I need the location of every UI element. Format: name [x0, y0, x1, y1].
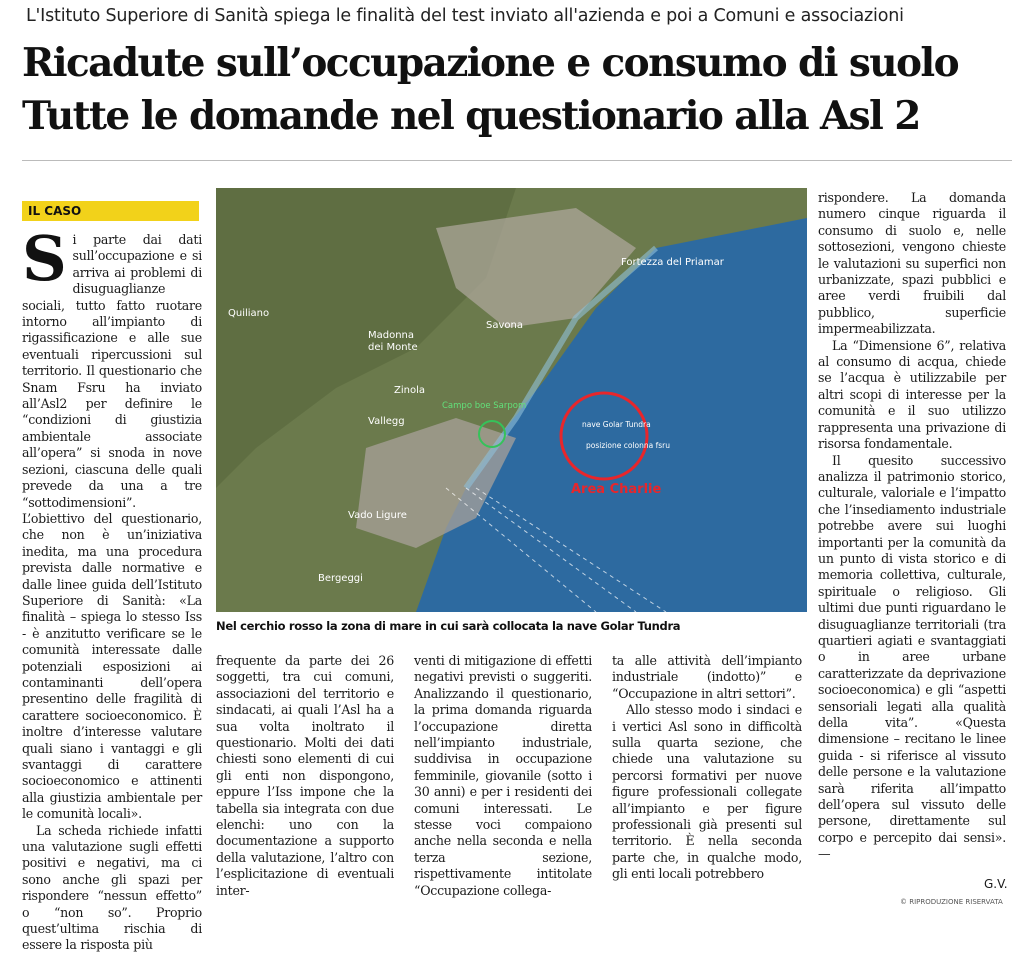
paragraph: Il quesito successivo analizza il patrimonio storico, culturale, valoriale e l’impatto che l’insediamento industriale potrebbe avere sui luoghi importanti per la comunità da un punto di vista storico e di memoria collettiva, culturale, spirituale o religioso. Gli ultimi due punti riguardano le disuguaglianze territoriali (tra quartieri agiati e svantaggiati o in aree urbane caratterizzate da deprivazione socioeconomica) e gli “aspetti sensoriali legati alla qualità della vita”. «Questa dimensione – recitano le linee guida - si riferisce al vissuto delle persone e la valutazione sarà riferita all’impatto dell’opera sul vissuto delle persone, direttamente sul corpo e percepito dai sensi».— [818, 452, 1006, 862]
label-madonna: Madonna [368, 330, 415, 341]
map-svg [216, 188, 807, 612]
paragraph: La “Dimensione 6”, relativa al consumo di acqua, chiede se l’acqua è utilizzabile per altri scopi di interesse per la comunità e il suo utilizzo rappresenta una privazione di risorsa fondamentale. [818, 337, 1006, 452]
label-campo-boe: Campo boe Sarpom [442, 401, 527, 411]
label-savona: Savona [486, 320, 523, 331]
paragraph: Allo stesso modo i sindaci e i vertici Asl sono in difficoltà sulla quarta sezione, che chiede una valutazione su percorsi formativi per nuove figure professionali collegate all’impianto e per figure professionali già presenti sul territorio. È nella seconda parte che, in qualche modo, gli enti locali potrebbero [612, 702, 802, 882]
label-area-charlie: Area Charlie [571, 482, 662, 497]
label-nave: nave Golar Tundra [582, 420, 651, 429]
author-signature: G.V. [984, 877, 1008, 891]
copyright-notice: © RIPRODUZIONE RISERVATA [900, 898, 1003, 906]
article-column-4 [414, 653, 592, 899]
label-vallegg: Vallegg [368, 416, 405, 427]
headline-line-1: Ricadute sull’occupazione e consumo di suolo [22, 40, 959, 86]
label-bergeggi: Bergeggi [318, 573, 363, 584]
article-column-1 [22, 222, 202, 954]
paragraph: frequente da parte dei 26 soggetti, tra cui comuni, associazioni del territorio e sindacati, ai quali l’Asl ha a sua volta inoltrato il questionario. Molti dei dati chiesti sono elementi di cui gli enti non dispongono, eppure l’Iss impone che la tabella sia integrata con due elenchi: uno con la documentazione a supporto della valutazione, l’altro con l’esplicitazione di eventuali inter- [216, 653, 394, 898]
paragraph: La scheda richiede infatti una valutazione sugli effetti positivi e negativi, ma ci sono anche gli spazi per rispondere “nessun effetto” o “non so”. Proprio quest’ultima rischia di essere la risposta più [22, 822, 202, 953]
article-column-6 [818, 190, 1006, 863]
article-column-3 [216, 653, 394, 899]
paragraph [22, 222, 202, 823]
map-photo [216, 188, 807, 612]
drop-cap: S [22, 222, 67, 295]
label-posizione: posizione colonna fsru [586, 441, 670, 450]
label-vado: Vado Ligure [348, 510, 407, 521]
article-column-5 [612, 653, 802, 883]
paragraph: ta alle attività dell’impianto industriale (indotto)” e “Occupazione in altri settori”. [612, 653, 802, 701]
photo-caption: Nel cerchio rosso la zona di mare in cui sarà collocata la nave Golar Tundra [216, 619, 681, 633]
header-rule [22, 160, 1012, 161]
paragraph-text: i parte dai dati sull’occupazione e si arriva ai problemi di disuguaglianze sociali, tutto fatto ruotare intorno all’impianto di rigassificazione e alle sue eventuali ripercussioni sul territorio. Il questionario che Snam Fsru ha inviato all’Asl2 per definire le “condizioni di giustizia ambientale associate all’opera” si snoda in nove sezioni, ciascuna delle quali prevede da una a tre “sottodimensioni”. L’obiettivo del questionario, che non è un’iniziativa inedita, ma una procedura prevista dalle normative e dalle linee guida dell’Istituto Superiore di Sanità: «La finalità – spiega lo stesso Iss - è anzitutto verificare se le comunità interessate dalle potenziali esposizioni ai contaminanti dell’opera presentino delle fragilità di carattere socioeconomico. È inoltre d’interesse valutare quali siano i vantaggi e gli svantaggi di carattere socioeconomico e attinenti alla giustizia ambientale per le comunità locali». [22, 232, 202, 822]
paragraph: rispondere. La domanda numero cinque riguarda il consumo di suolo e, nelle sottosezioni, vengono chieste le valutazioni su superfici non urbanizzate, spazi pubblici e aree verdi fruibili dal pubblico, superficie impermeabilizzata. [818, 190, 1006, 337]
label-fortezza: Fortezza del Priamar [621, 257, 724, 268]
kicker: L'Istituto Superiore di Sanità spiega le finalità del test inviato all'azienda e poi a Comuni e associazioni [26, 6, 904, 26]
paragraph: venti di mitigazione di effetti negativi previsti o suggeriti. Analizzando il questionario, la prima domanda riguarda l’occupazione diretta nell’impianto industriale, suddivisa in occupazione femminile, giovanile (sotto i 30 anni) e per i residenti dei comuni interessati. Le stesse voci compaiono anche nella seconda e nella terza sezione, rispettivamente intitolate “Occupazione collega- [414, 653, 592, 898]
headline-line-2: Tutte le domande nel questionario alla Asl 2 [22, 93, 920, 139]
label-quiliano: Quiliano [228, 308, 270, 319]
label-zinola: Zinola [394, 385, 425, 396]
section-tag: IL CASO [22, 201, 199, 221]
label-madonna-2: dei Monte [368, 342, 418, 353]
